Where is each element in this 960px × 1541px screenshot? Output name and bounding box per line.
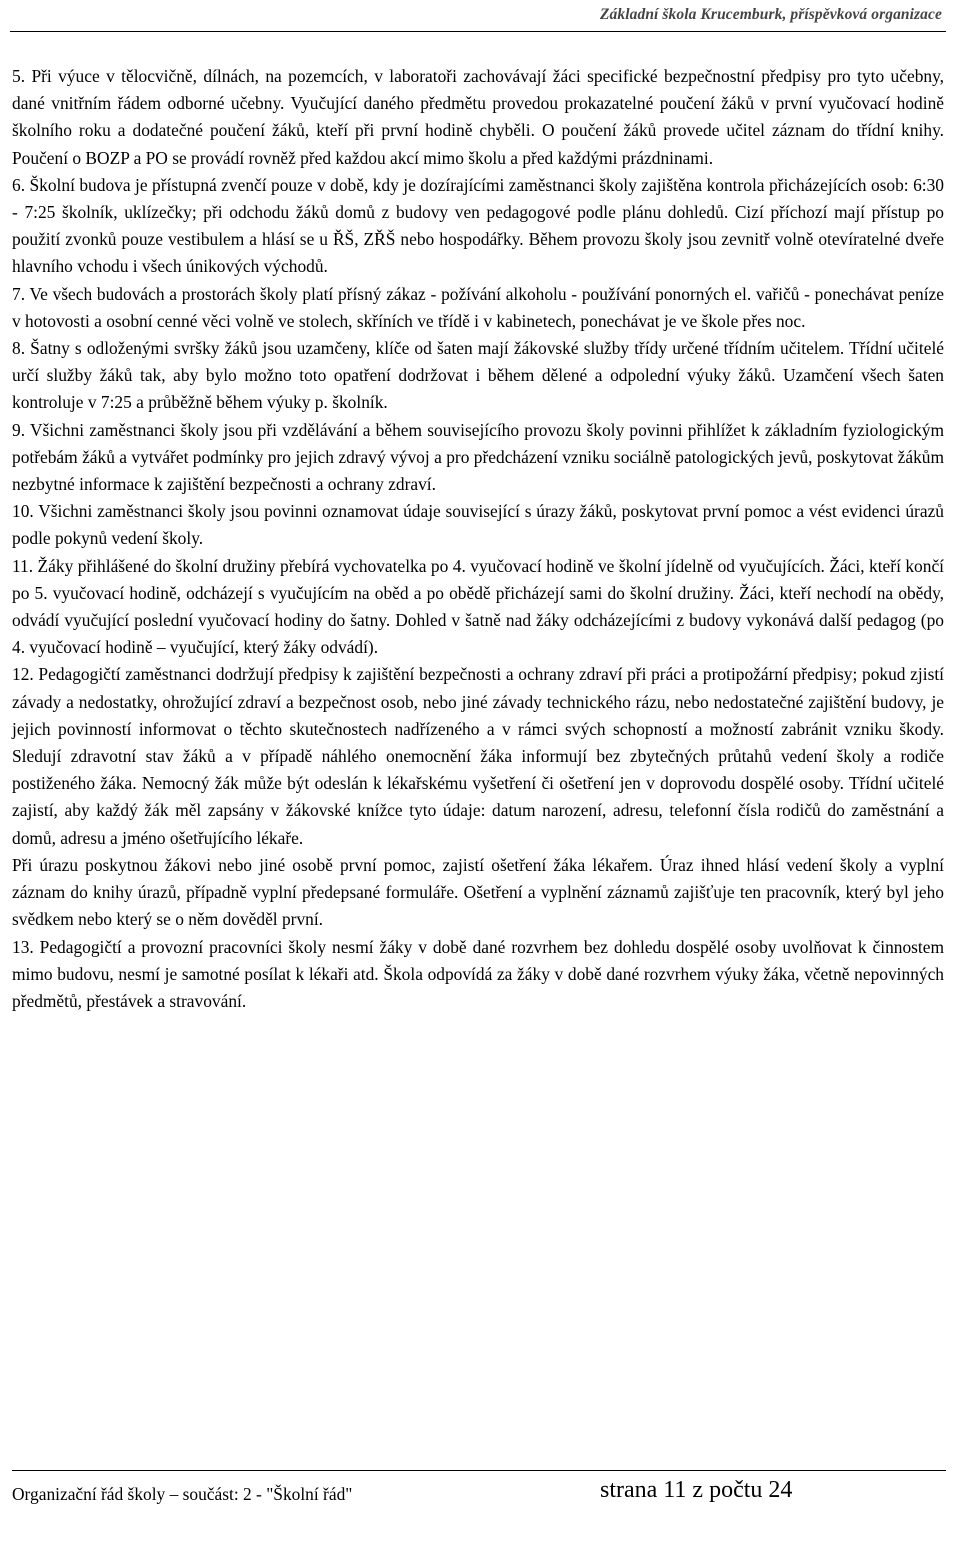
page-header bbox=[10, 0, 946, 32]
document-label: Organizační řád školy – součást: 2 - "Školní řád" bbox=[12, 1484, 353, 1504]
school-name-header: Základní škola Krucemburk, příspěvková organizace bbox=[599, 6, 942, 23]
page-number: strana 11 z počtu 24 bbox=[600, 1477, 793, 1503]
paragraph-5: 5. Při výuce v tělocvičně, dílnách, na pozemcích, v laboratoři zachovávají žáci specifické bezpečnostní předpisy pro tyto učebny, dané vnitřním řádem odborné učebny. Vyučující daného předmětu provedou prokazatelné poučení žáků v první vyučovací hodině školního roku a dodatečné poučení žáků, kteří při první hodině chyběli. O poučení žáků provede učitel záznam do třídní knihy. Poučení o BOZP a PO se provádí rovněž před každou akcí mimo školu a před každými prázdninami. bbox=[12, 66, 944, 168]
page-footer bbox=[12, 1470, 946, 1511]
paragraph-8: 8. Šatny s odloženými svršky žáků jsou uzamčeny, klíče od šaten mají žákovské služby třídy určené třídním učitelem. Třídní učitelé určí služby žáků tak, aby bylo možno toto opatření dodržovat i během dělené a odpolední výuky žáků. Uzamčení všech šaten kontroluje v 7:25 a průběžně během výuky p. školník. bbox=[12, 338, 944, 413]
document-body bbox=[12, 63, 944, 1015]
paragraph-11: 11. Žáky přihlášené do školní družiny přebírá vychovatelka po 4. vyučovací hodině ve školní jídelně od vyučujících. Žáci, kteří končí po 5. vyučovací hodině, odcházejí s vyučujícím na oběd a po obědě přicházejí sami do školní družiny. Žáci, kteří nechodí na obědy, odvádí vyučující poslední vyučovací hodiny do šatny. Dohled v šatně nad žáky odcházejícími z budovy vykonává další pedagog (po 4. vyučovací hodině – vyučující, který žáky odvádí). bbox=[12, 555, 944, 658]
paragraph-9: 9. Všichni zaměstnanci školy jsou při vzdělávání a během souvisejícího provozu školy povinni přihlížet k základním fyziologickým potřebám žáků a vytvářet podmínky pro jejich zdravý vývoj a pro předcházení vzniku sociálně patologických jevů, poskytovat žákům nezbytné informace k zajištění bezpečnosti a ochrany zdraví. bbox=[12, 419, 944, 495]
paragraph-10: 10. Všichni zaměstnanci školy jsou povinni oznamovat údaje související s úrazy žáků, poskytovat první pomoc a vést evidenci úrazů podle pokynů vedení školy. bbox=[12, 501, 944, 549]
paragraph-7: 7. Ve všech budovách a prostorách školy platí přísný zákaz - požívání alkoholu - používání ponorných el. vařičů - ponechávat peníze v hotovosti a osobní cenné věci volně ve stolech, skříních ve třídě i v kabinetech, ponechávat je ve škole přes noc. bbox=[12, 283, 944, 331]
paragraph-6: 6. Školní budova je přístupná zvenčí pouze v době, kdy je dozírajícími zaměstnanci školy zajištěna kontrola přicházejících osob: 6:30 - 7:25 školník, uklízečky; při odchodu žáků domů z budovy ven pedagogové podle plánu dohledů. Cizí příchozí mají přístup po použití zvonků pouze vestibulem a hlásí se u ŘŠ, ZŘŠ nebo hospodářky. Během provozu školy jsou zevnitř volně otevíratelné dveře hlavního vchodu i všech únikových východů. bbox=[12, 174, 944, 277]
paragraph-12: 12. Pedagogičtí zaměstnanci dodržují předpisy k zajištění bezpečnosti a ochrany zdraví při práci a protipožární předpisy; pokud zjistí závady a nedostatky, ohrožující zdraví a bezpečnost osob, nebo jiné závady technického rázu, nebo nedostatečné zajištění budovy, je jejich povinností informovat o těchto skutečnostech nadřízeného a v rámci svých schopností a možností zabránit vzniku škody. Sledují zdravotní stav žáků a v případě náhlého onemocnění žáka informují bez zbytečných průtahů vedení školy a rodiče postiženého žáka. Nemocný žák může být odeslán k lékařskému vyšetření či ošetření jen v doprovodu dospělé osoby. Třídní učitelé zajistí, aby každý žák měl zapsány v žákovské knížce tyto údaje: datum narození, adresu, telefonní čísla rodičů do zaměstnání a domů, adresu a jméno ošetřujícího lékaře. bbox=[12, 664, 944, 848]
paragraph-13: 13. Pedagogičtí a provozní pracovníci školy nesmí žáky v době dané rozvrhem bez dohledu dospělé osoby uvolňovat k činnostem mimo budovu, nesmí je samotné posílat k lékaři atd. Škola odpovídá za žáky v době dané rozvrhem výuky žáka, včetně nepovinných předmětů, přestávek a stravování. bbox=[12, 936, 944, 1011]
paragraph-injury: Při úrazu poskytnou žákovi nebo jiné osobě první pomoc, zajistí ošetření žáka lékařem. Úraz ihned hlásí vedení školy a vyplní záznam do knihy úrazů, případně vyplní předepsané formuláře. Ošetření a vyplnění záznamů zajišťuje ten pracovník, který byl jeho svědkem nebo který se o něm dověděl první. bbox=[12, 854, 944, 930]
